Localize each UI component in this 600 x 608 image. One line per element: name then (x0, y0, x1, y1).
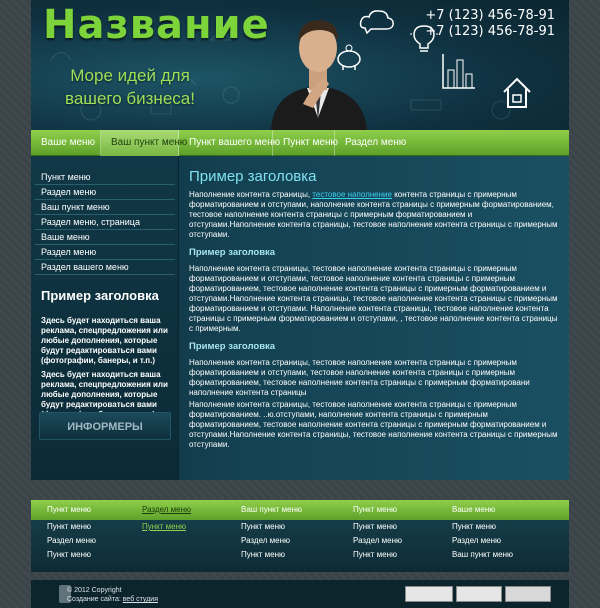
bottom-link[interactable]: Пункт меню (452, 522, 497, 531)
top-navigation (31, 130, 569, 156)
content-heading: Пример заголовка (189, 168, 317, 185)
sidebar-item[interactable]: Раздел меню (35, 185, 175, 200)
created-by-text (67, 595, 158, 604)
paragraph-1-start: Наполнение контента страницы, (189, 190, 313, 199)
content-subheading-2: Пример заголовка (189, 341, 276, 352)
site-slogan: Море идей для вашего бизнеса! (65, 66, 195, 108)
bottom-column-header[interactable]: Ваше меню (452, 505, 496, 514)
bottom-link[interactable]: Пункт меню (47, 550, 92, 559)
sidebar-menu (35, 170, 175, 275)
topnav-item-1[interactable]: Ваше меню (31, 130, 101, 156)
lightbulb-icon (409, 22, 439, 54)
bottom-link[interactable]: Раздел меню (241, 536, 291, 545)
paragraph-1-end: контента страницы с примерным форматированием и отступами, наполнение контента страницы с примерным форматированием, тестовое наполнение контента страницы с примерным форматированием и отступами.Наполнение контента страницы, тестовое наполнение контента страницы с примерным отступами. (189, 190, 558, 239)
bottom-link[interactable]: Пункт меню (241, 550, 286, 559)
content-paragraph-2: Наполнение контента страницы, тестовое наполнение контента страницы с примерным форматированием и отступами, тестовое наполнение контента страницы с примерным форматированием, тестовое наполнение контента страницы с примерным форматированием и отступами.Наполнение контента страницы, тестовое наполнение контента страницы с примерным форматированием и отступами. Наполнение контента страницы, тестовое наполнение контента страницы с примерным форматированием и отступами, , тестовое наполнение контента страницы с примерным. (189, 264, 558, 333)
bottom-link[interactable]: Пункт меню (353, 550, 398, 559)
bottom-link[interactable]: Пункт меню (241, 522, 286, 531)
counter-badge-3[interactable] (505, 586, 551, 602)
sidebar-ad-paragraph-2: Здесь будет находиться ваша реклама, спецпредложения или любые дополнения, которые будут редактироваться вами (41, 370, 168, 409)
bottom-column-header[interactable]: Ваш пункт меню (241, 505, 303, 514)
piggy-bank-icon (333, 44, 365, 70)
phone-block (425, 8, 555, 40)
bottom-link[interactable]: Раздел меню (47, 536, 97, 545)
bottom-navigation (31, 500, 569, 572)
phone-number-2[interactable]: +7 (123) 456-78-91 (425, 24, 555, 39)
bottom-column-2 (142, 500, 242, 534)
main-area (31, 156, 569, 480)
copyright-text: © 2012 Copyright (67, 587, 122, 594)
bottom-column-header[interactable]: Пункт меню (47, 505, 92, 514)
bottom-column-5 (452, 500, 552, 562)
site-footer (31, 580, 569, 608)
content-paragraph-4: Наполнение контента страницы, тестовое наполнение контента страницы с примерным форматированием. ..ю.отступами, наполнение контента страницы с примерным форматированием, тестовое наполнение контента страницы с примерным форматированием и отступами.Наполнение контента страницы, тестовое наполнение контента страницы с примерным отступами. (189, 400, 558, 449)
bottom-column-header-active[interactable]: Раздел меню (142, 505, 192, 514)
counter-badges (405, 586, 551, 602)
topnav-item-5[interactable]: Раздел меню (345, 137, 407, 148)
content-area (189, 168, 559, 452)
phone-number-1[interactable]: +7 (123) 456-78-91 (425, 8, 555, 23)
sidebar-title: Пример заголовка (41, 288, 159, 303)
inline-link[interactable]: тестовое наполнение (312, 190, 392, 199)
bar-chart-icon (441, 52, 477, 90)
topnav-item-2-active[interactable]: Ваш пункт меню (101, 130, 179, 156)
site-header (31, 0, 569, 130)
bottom-link[interactable]: Раздел меню (452, 536, 502, 545)
bottom-column-header[interactable]: Пункт меню (353, 505, 398, 514)
sidebar-item[interactable]: Раздел меню, страница (35, 215, 175, 230)
bottom-column-3 (241, 500, 341, 562)
counter-badge-1[interactable] (405, 586, 453, 602)
bottom-link[interactable]: Раздел меню (353, 536, 403, 545)
informers-button[interactable]: ИНФОРМЕРЫ (39, 412, 171, 440)
site-title[interactable]: Название (43, 2, 270, 48)
sidebar-item[interactable]: Ваше меню (35, 230, 175, 245)
bottom-link[interactable]: Пункт меню (353, 522, 398, 531)
content-subheading-1: Пример заголовка (189, 247, 276, 258)
copyright-block (67, 586, 158, 604)
chat-cloud-icon (359, 8, 395, 34)
sidebar-item[interactable]: Пункт меню (35, 170, 175, 185)
studio-link[interactable]: веб студия (122, 596, 158, 603)
bottom-link[interactable]: Пункт меню (47, 522, 92, 531)
sidebar-ad-text (41, 316, 169, 424)
bottom-link-highlighted[interactable]: Пункт меню (142, 522, 187, 531)
bottom-column-1 (47, 500, 147, 562)
content-paragraph-1 (189, 190, 559, 240)
page-wrapper (31, 0, 569, 608)
bottom-link[interactable]: Ваш пункт меню (452, 550, 514, 559)
sidebar-item[interactable]: Раздел меню (35, 245, 175, 260)
bottom-column-4 (353, 500, 453, 562)
sidebar-item[interactable]: Раздел вашего меню (35, 260, 175, 275)
topnav-item-3[interactable]: Пункт вашего меню (179, 130, 273, 156)
content-paragraph-3: Наполнение контента страницы, тестовое наполнение контента страницы с примерным форматированием и отступами, тестовое наполнение контента страницы с примерным форматированием, тестовое наполнение контента страницы с примерным форматировани наполнение контента страницы (189, 358, 530, 397)
created-by-label: Создание сайта: (67, 596, 123, 603)
sidebar (31, 156, 179, 480)
counter-badge-2[interactable] (456, 586, 502, 602)
sidebar-item[interactable]: Ваш пункт меню (35, 200, 175, 215)
topnav-item-4[interactable]: Пункт меню (273, 130, 335, 156)
house-icon (501, 76, 533, 110)
sidebar-ad-paragraph-1: Здесь будет находиться ваша реклама, спецпредложения или любые дополнения, которые будут редактироваться вами (фотографии, банеры, и т.п.) (41, 316, 168, 365)
